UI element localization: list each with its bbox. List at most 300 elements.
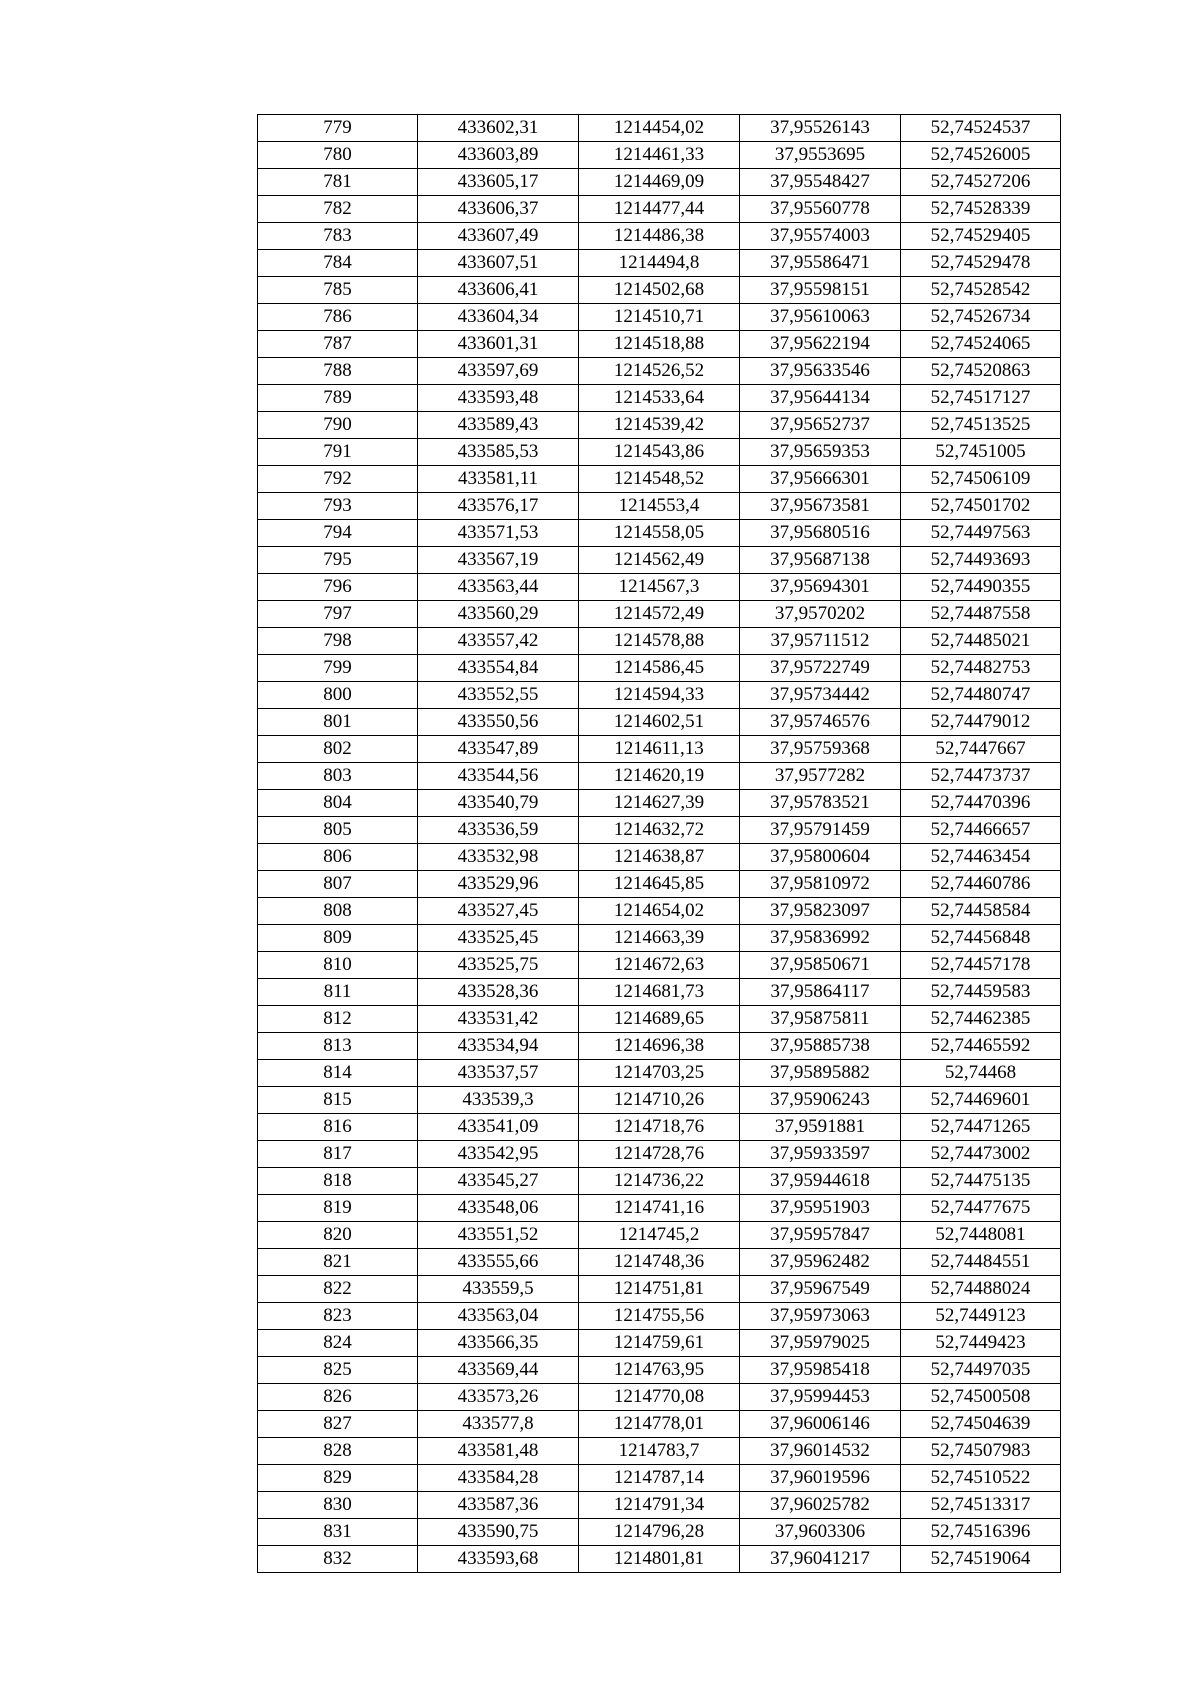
longitude-cell: 37,95864117 [740, 979, 901, 1006]
y-coordinate-cell: 1214518,88 [579, 331, 740, 358]
y-coordinate-cell: 1214567,3 [579, 574, 740, 601]
longitude-cell: 37,95823097 [740, 898, 901, 925]
latitude-cell: 52,74497035 [901, 1357, 1061, 1384]
latitude-cell: 52,74526005 [901, 142, 1061, 169]
y-coordinate-cell: 1214718,76 [579, 1114, 740, 1141]
x-coordinate-cell: 433584,28 [418, 1465, 579, 1492]
longitude-cell: 37,95633546 [740, 358, 901, 385]
table-row [258, 547, 1061, 574]
y-coordinate-cell: 1214755,56 [579, 1303, 740, 1330]
x-coordinate-cell: 433585,53 [418, 439, 579, 466]
latitude-cell: 52,74465592 [901, 1033, 1061, 1060]
y-coordinate-cell: 1214602,51 [579, 709, 740, 736]
latitude-cell: 52,74485021 [901, 628, 1061, 655]
latitude-cell: 52,74501702 [901, 493, 1061, 520]
point-number-cell: 818 [258, 1168, 418, 1195]
table-row [258, 601, 1061, 628]
longitude-cell: 37,95526143 [740, 115, 901, 142]
latitude-cell: 52,7447667 [901, 736, 1061, 763]
y-coordinate-cell: 1214696,38 [579, 1033, 740, 1060]
table-row [258, 412, 1061, 439]
point-number-cell: 809 [258, 925, 418, 952]
table-row [258, 466, 1061, 493]
y-coordinate-cell: 1214770,08 [579, 1384, 740, 1411]
point-number-cell: 789 [258, 385, 418, 412]
latitude-cell: 52,74470396 [901, 790, 1061, 817]
table-row [258, 304, 1061, 331]
y-coordinate-cell: 1214543,86 [579, 439, 740, 466]
y-coordinate-cell: 1214558,05 [579, 520, 740, 547]
y-coordinate-cell: 1214578,88 [579, 628, 740, 655]
point-number-cell: 794 [258, 520, 418, 547]
y-coordinate-cell: 1214778,01 [579, 1411, 740, 1438]
latitude-cell: 52,74463454 [901, 844, 1061, 871]
x-coordinate-cell: 433607,51 [418, 250, 579, 277]
x-coordinate-cell: 433542,95 [418, 1141, 579, 1168]
x-coordinate-cell: 433563,04 [418, 1303, 579, 1330]
x-coordinate-cell: 433529,96 [418, 871, 579, 898]
point-number-cell: 832 [258, 1546, 418, 1573]
latitude-cell: 52,74479012 [901, 709, 1061, 736]
point-number-cell: 782 [258, 196, 418, 223]
x-coordinate-cell: 433539,3 [418, 1087, 579, 1114]
point-number-cell: 785 [258, 277, 418, 304]
latitude-cell: 52,74473002 [901, 1141, 1061, 1168]
point-number-cell: 784 [258, 250, 418, 277]
point-number-cell: 814 [258, 1060, 418, 1087]
longitude-cell: 37,95957847 [740, 1222, 901, 1249]
table-row [258, 1033, 1061, 1060]
x-coordinate-cell: 433540,79 [418, 790, 579, 817]
y-coordinate-cell: 1214745,2 [579, 1222, 740, 1249]
x-coordinate-cell: 433602,31 [418, 115, 579, 142]
table-row [258, 1276, 1061, 1303]
y-coordinate-cell: 1214548,52 [579, 466, 740, 493]
latitude-cell: 52,7451005 [901, 439, 1061, 466]
longitude-cell: 37,96019596 [740, 1465, 901, 1492]
x-coordinate-cell: 433536,59 [418, 817, 579, 844]
y-coordinate-cell: 1214672,63 [579, 952, 740, 979]
y-coordinate-cell: 1214663,39 [579, 925, 740, 952]
latitude-cell: 52,74490355 [901, 574, 1061, 601]
coordinates-table-body [258, 115, 1061, 1573]
x-coordinate-cell: 433544,56 [418, 763, 579, 790]
x-coordinate-cell: 433557,42 [418, 628, 579, 655]
latitude-cell: 52,74526734 [901, 304, 1061, 331]
point-number-cell: 827 [258, 1411, 418, 1438]
table-row [258, 790, 1061, 817]
y-coordinate-cell: 1214741,16 [579, 1195, 740, 1222]
point-number-cell: 801 [258, 709, 418, 736]
point-number-cell: 798 [258, 628, 418, 655]
longitude-cell: 37,95906243 [740, 1087, 901, 1114]
point-number-cell: 824 [258, 1330, 418, 1357]
table-row [258, 1168, 1061, 1195]
latitude-cell: 52,74517127 [901, 385, 1061, 412]
latitude-cell: 52,74529405 [901, 223, 1061, 250]
longitude-cell: 37,95783521 [740, 790, 901, 817]
y-coordinate-cell: 1214796,28 [579, 1519, 740, 1546]
y-coordinate-cell: 1214751,81 [579, 1276, 740, 1303]
longitude-cell: 37,95800604 [740, 844, 901, 871]
x-coordinate-cell: 433603,89 [418, 142, 579, 169]
latitude-cell: 52,74507983 [901, 1438, 1061, 1465]
x-coordinate-cell: 433525,75 [418, 952, 579, 979]
latitude-cell: 52,74520863 [901, 358, 1061, 385]
x-coordinate-cell: 433607,49 [418, 223, 579, 250]
table-row [258, 1330, 1061, 1357]
latitude-cell: 52,74524065 [901, 331, 1061, 358]
x-coordinate-cell: 433601,31 [418, 331, 579, 358]
latitude-cell: 52,74529478 [901, 250, 1061, 277]
latitude-cell: 52,74466657 [901, 817, 1061, 844]
longitude-cell: 37,95687138 [740, 547, 901, 574]
table-row [258, 682, 1061, 709]
x-coordinate-cell: 433581,48 [418, 1438, 579, 1465]
x-coordinate-cell: 433567,19 [418, 547, 579, 574]
latitude-cell: 52,74513317 [901, 1492, 1061, 1519]
latitude-cell: 52,74475135 [901, 1168, 1061, 1195]
longitude-cell: 37,9591881 [740, 1114, 901, 1141]
point-number-cell: 806 [258, 844, 418, 871]
longitude-cell: 37,95746576 [740, 709, 901, 736]
point-number-cell: 816 [258, 1114, 418, 1141]
table-row [258, 871, 1061, 898]
point-number-cell: 817 [258, 1141, 418, 1168]
table-row [258, 1114, 1061, 1141]
latitude-cell: 52,74493693 [901, 547, 1061, 574]
point-number-cell: 821 [258, 1249, 418, 1276]
point-number-cell: 779 [258, 115, 418, 142]
longitude-cell: 37,95652737 [740, 412, 901, 439]
point-number-cell: 819 [258, 1195, 418, 1222]
latitude-cell: 52,74457178 [901, 952, 1061, 979]
table-row [258, 223, 1061, 250]
y-coordinate-cell: 1214586,45 [579, 655, 740, 682]
table-row [258, 142, 1061, 169]
table-row [258, 358, 1061, 385]
y-coordinate-cell: 1214759,61 [579, 1330, 740, 1357]
table-row [258, 520, 1061, 547]
longitude-cell: 37,95951903 [740, 1195, 901, 1222]
y-coordinate-cell: 1214748,36 [579, 1249, 740, 1276]
point-number-cell: 803 [258, 763, 418, 790]
x-coordinate-cell: 433560,29 [418, 601, 579, 628]
y-coordinate-cell: 1214787,14 [579, 1465, 740, 1492]
x-coordinate-cell: 433545,27 [418, 1168, 579, 1195]
y-coordinate-cell: 1214502,68 [579, 277, 740, 304]
x-coordinate-cell: 433547,89 [418, 736, 579, 763]
point-number-cell: 788 [258, 358, 418, 385]
point-number-cell: 793 [258, 493, 418, 520]
longitude-cell: 37,96006146 [740, 1411, 901, 1438]
latitude-cell: 52,74497563 [901, 520, 1061, 547]
latitude-cell: 52,74528542 [901, 277, 1061, 304]
table-row [258, 169, 1061, 196]
table-row [258, 1249, 1061, 1276]
longitude-cell: 37,95610063 [740, 304, 901, 331]
table-row [258, 1465, 1061, 1492]
point-number-cell: 828 [258, 1438, 418, 1465]
longitude-cell: 37,95759368 [740, 736, 901, 763]
y-coordinate-cell: 1214477,44 [579, 196, 740, 223]
x-coordinate-cell: 433528,36 [418, 979, 579, 1006]
table-row [258, 1492, 1061, 1519]
table-row [258, 331, 1061, 358]
y-coordinate-cell: 1214703,25 [579, 1060, 740, 1087]
table-row [258, 1438, 1061, 1465]
point-number-cell: 780 [258, 142, 418, 169]
point-number-cell: 781 [258, 169, 418, 196]
point-number-cell: 802 [258, 736, 418, 763]
latitude-cell: 52,74462385 [901, 1006, 1061, 1033]
point-number-cell: 808 [258, 898, 418, 925]
x-coordinate-cell: 433604,34 [418, 304, 579, 331]
y-coordinate-cell: 1214533,64 [579, 385, 740, 412]
x-coordinate-cell: 433563,44 [418, 574, 579, 601]
longitude-cell: 37,95895882 [740, 1060, 901, 1087]
table-row [258, 1141, 1061, 1168]
table-row [258, 844, 1061, 871]
point-number-cell: 829 [258, 1465, 418, 1492]
latitude-cell: 52,74487558 [901, 601, 1061, 628]
point-number-cell: 792 [258, 466, 418, 493]
table-row [258, 115, 1061, 142]
latitude-cell: 52,74488024 [901, 1276, 1061, 1303]
point-number-cell: 783 [258, 223, 418, 250]
y-coordinate-cell: 1214801,81 [579, 1546, 740, 1573]
longitude-cell: 37,9577282 [740, 763, 901, 790]
point-number-cell: 812 [258, 1006, 418, 1033]
point-number-cell: 791 [258, 439, 418, 466]
longitude-cell: 37,95875811 [740, 1006, 901, 1033]
latitude-cell: 52,74510522 [901, 1465, 1061, 1492]
longitude-cell: 37,95673581 [740, 493, 901, 520]
y-coordinate-cell: 1214791,34 [579, 1492, 740, 1519]
latitude-cell: 52,74482753 [901, 655, 1061, 682]
table-row [258, 196, 1061, 223]
point-number-cell: 820 [258, 1222, 418, 1249]
longitude-cell: 37,9570202 [740, 601, 901, 628]
longitude-cell: 37,95850671 [740, 952, 901, 979]
longitude-cell: 37,95722749 [740, 655, 901, 682]
point-number-cell: 797 [258, 601, 418, 628]
table-row [258, 1357, 1061, 1384]
table-row [258, 628, 1061, 655]
x-coordinate-cell: 433532,98 [418, 844, 579, 871]
y-coordinate-cell: 1214654,02 [579, 898, 740, 925]
table-row [258, 1060, 1061, 1087]
y-coordinate-cell: 1214594,33 [579, 682, 740, 709]
table-row [258, 1519, 1061, 1546]
latitude-cell: 52,74484551 [901, 1249, 1061, 1276]
point-number-cell: 800 [258, 682, 418, 709]
latitude-cell: 52,74460786 [901, 871, 1061, 898]
latitude-cell: 52,74471265 [901, 1114, 1061, 1141]
longitude-cell: 37,95962482 [740, 1249, 901, 1276]
latitude-cell: 52,74513525 [901, 412, 1061, 439]
y-coordinate-cell: 1214710,26 [579, 1087, 740, 1114]
table-row [258, 709, 1061, 736]
x-coordinate-cell: 433555,66 [418, 1249, 579, 1276]
latitude-cell: 52,74459583 [901, 979, 1061, 1006]
longitude-cell: 37,95694301 [740, 574, 901, 601]
point-number-cell: 807 [258, 871, 418, 898]
latitude-cell: 52,74527206 [901, 169, 1061, 196]
longitude-cell: 37,95659353 [740, 439, 901, 466]
latitude-cell: 52,74469601 [901, 1087, 1061, 1114]
x-coordinate-cell: 433589,43 [418, 412, 579, 439]
y-coordinate-cell: 1214486,38 [579, 223, 740, 250]
table-row [258, 952, 1061, 979]
point-number-cell: 804 [258, 790, 418, 817]
y-coordinate-cell: 1214627,39 [579, 790, 740, 817]
table-row [258, 898, 1061, 925]
table-row [258, 763, 1061, 790]
longitude-cell: 37,95666301 [740, 466, 901, 493]
table-row [258, 817, 1061, 844]
longitude-cell: 37,95711512 [740, 628, 901, 655]
longitude-cell: 37,96014532 [740, 1438, 901, 1465]
latitude-cell: 52,74516396 [901, 1519, 1061, 1546]
table-row [258, 1195, 1061, 1222]
table-row [258, 655, 1061, 682]
table-row [258, 277, 1061, 304]
longitude-cell: 37,95985418 [740, 1357, 901, 1384]
y-coordinate-cell: 1214572,49 [579, 601, 740, 628]
point-number-cell: 830 [258, 1492, 418, 1519]
point-number-cell: 790 [258, 412, 418, 439]
point-number-cell: 822 [258, 1276, 418, 1303]
latitude-cell: 52,74504639 [901, 1411, 1061, 1438]
table-row [258, 1087, 1061, 1114]
x-coordinate-cell: 433573,26 [418, 1384, 579, 1411]
longitude-cell: 37,95836992 [740, 925, 901, 952]
table-row [258, 1222, 1061, 1249]
y-coordinate-cell: 1214469,09 [579, 169, 740, 196]
y-coordinate-cell: 1214783,7 [579, 1438, 740, 1465]
point-number-cell: 799 [258, 655, 418, 682]
y-coordinate-cell: 1214454,02 [579, 115, 740, 142]
y-coordinate-cell: 1214763,95 [579, 1357, 740, 1384]
point-number-cell: 825 [258, 1357, 418, 1384]
x-coordinate-cell: 433554,84 [418, 655, 579, 682]
point-number-cell: 826 [258, 1384, 418, 1411]
table-row [258, 439, 1061, 466]
point-number-cell: 831 [258, 1519, 418, 1546]
table-row [258, 493, 1061, 520]
latitude-cell: 52,74473737 [901, 763, 1061, 790]
table-row [258, 574, 1061, 601]
x-coordinate-cell: 433587,36 [418, 1492, 579, 1519]
longitude-cell: 37,95560778 [740, 196, 901, 223]
longitude-cell: 37,95548427 [740, 169, 901, 196]
y-coordinate-cell: 1214611,13 [579, 736, 740, 763]
x-coordinate-cell: 433534,94 [418, 1033, 579, 1060]
y-coordinate-cell: 1214510,71 [579, 304, 740, 331]
longitude-cell: 37,95973063 [740, 1303, 901, 1330]
point-number-cell: 815 [258, 1087, 418, 1114]
point-number-cell: 810 [258, 952, 418, 979]
x-coordinate-cell: 433597,69 [418, 358, 579, 385]
x-coordinate-cell: 433571,53 [418, 520, 579, 547]
longitude-cell: 37,95885738 [740, 1033, 901, 1060]
y-coordinate-cell: 1214494,8 [579, 250, 740, 277]
longitude-cell: 37,95791459 [740, 817, 901, 844]
longitude-cell: 37,9603306 [740, 1519, 901, 1546]
table-row [258, 1546, 1061, 1573]
x-coordinate-cell: 433606,37 [418, 196, 579, 223]
point-number-cell: 823 [258, 1303, 418, 1330]
x-coordinate-cell: 433550,56 [418, 709, 579, 736]
y-coordinate-cell: 1214620,19 [579, 763, 740, 790]
point-number-cell: 805 [258, 817, 418, 844]
latitude-cell: 52,7449423 [901, 1330, 1061, 1357]
point-number-cell: 796 [258, 574, 418, 601]
x-coordinate-cell: 433577,8 [418, 1411, 579, 1438]
y-coordinate-cell: 1214645,85 [579, 871, 740, 898]
table-row [258, 250, 1061, 277]
longitude-cell: 37,95734442 [740, 682, 901, 709]
y-coordinate-cell: 1214689,65 [579, 1006, 740, 1033]
point-number-cell: 795 [258, 547, 418, 574]
latitude-cell: 52,74506109 [901, 466, 1061, 493]
longitude-cell: 37,95933597 [740, 1141, 901, 1168]
table-row [258, 1303, 1061, 1330]
longitude-cell: 37,95979025 [740, 1330, 901, 1357]
y-coordinate-cell: 1214553,4 [579, 493, 740, 520]
longitude-cell: 37,95586471 [740, 250, 901, 277]
point-number-cell: 811 [258, 979, 418, 1006]
longitude-cell: 37,96025782 [740, 1492, 901, 1519]
x-coordinate-cell: 433531,42 [418, 1006, 579, 1033]
x-coordinate-cell: 433566,35 [418, 1330, 579, 1357]
x-coordinate-cell: 433537,57 [418, 1060, 579, 1087]
y-coordinate-cell: 1214562,49 [579, 547, 740, 574]
x-coordinate-cell: 433593,68 [418, 1546, 579, 1573]
table-row [258, 736, 1061, 763]
latitude-cell: 52,7449123 [901, 1303, 1061, 1330]
y-coordinate-cell: 1214632,72 [579, 817, 740, 844]
latitude-cell: 52,74458584 [901, 898, 1061, 925]
longitude-cell: 37,95994453 [740, 1384, 901, 1411]
table-row [258, 1411, 1061, 1438]
longitude-cell: 37,95622194 [740, 331, 901, 358]
longitude-cell: 37,95944618 [740, 1168, 901, 1195]
latitude-cell: 52,74524537 [901, 115, 1061, 142]
x-coordinate-cell: 433576,17 [418, 493, 579, 520]
x-coordinate-cell: 433541,09 [418, 1114, 579, 1141]
latitude-cell: 52,74480747 [901, 682, 1061, 709]
y-coordinate-cell: 1214728,76 [579, 1141, 740, 1168]
x-coordinate-cell: 433525,45 [418, 925, 579, 952]
x-coordinate-cell: 433552,55 [418, 682, 579, 709]
latitude-cell: 52,74500508 [901, 1384, 1061, 1411]
latitude-cell: 52,7448081 [901, 1222, 1061, 1249]
latitude-cell: 52,74456848 [901, 925, 1061, 952]
x-coordinate-cell: 433527,45 [418, 898, 579, 925]
latitude-cell: 52,74528339 [901, 196, 1061, 223]
y-coordinate-cell: 1214736,22 [579, 1168, 740, 1195]
table-row [258, 1006, 1061, 1033]
x-coordinate-cell: 433605,17 [418, 169, 579, 196]
point-number-cell: 786 [258, 304, 418, 331]
table-row [258, 925, 1061, 952]
longitude-cell: 37,95574003 [740, 223, 901, 250]
x-coordinate-cell: 433581,11 [418, 466, 579, 493]
coordinates-table [257, 114, 1061, 1573]
x-coordinate-cell: 433551,52 [418, 1222, 579, 1249]
